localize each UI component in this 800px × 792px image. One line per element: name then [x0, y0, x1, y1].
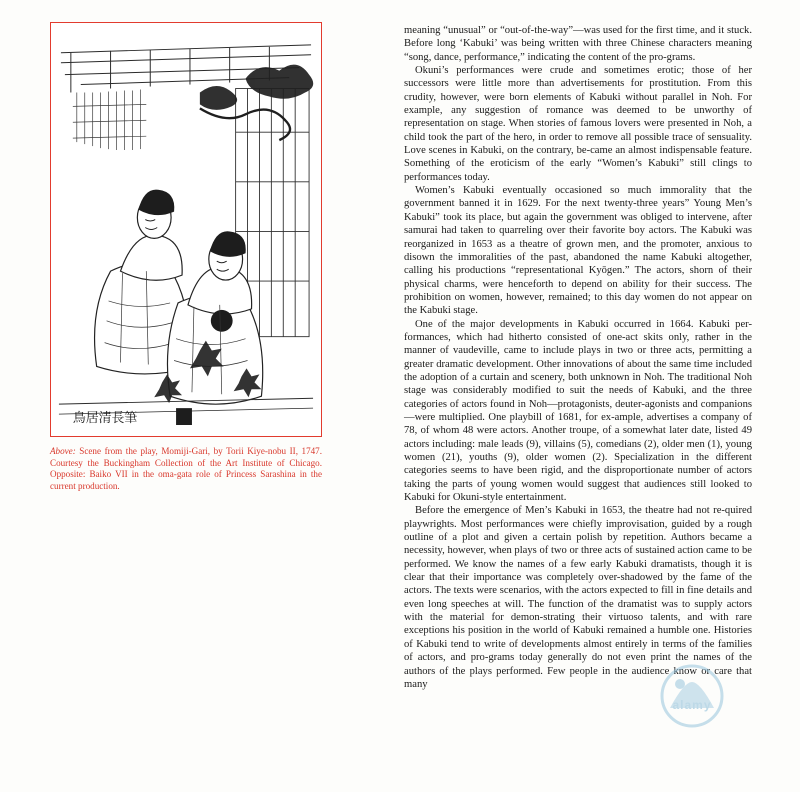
paragraph: Before the emergence of Men’s Kabuki in 1653, the theatre had not re-quired playwrights. Most performances were chiefly improvisation, guided by a rough outline of a plot and given a certain polish by repetition. Authors became a necessity, however, when plays of two or three acts of sustained action came to be performed. We know the names of a few early Kabuki dramatists, though it is clear that their importance was completely over-shadowed by the fame of the actors. The texts were scenarios, with the actors expected to fill in fine details and even long speeches at will. The function of the dramatist was to supply actors with the material for demon-strating their virtuoso talents, and with rare exceptions his position in the world of Kabuki remained a humble one. Histories of Kabuki tend to write of developments almost entirely in terms of the families of actors, and pro-grams today generally do not even print the names of the authors of the plays performed. Few people in the audience know or care that many: [404, 505, 752, 690]
paragraph: One of the major developments in Kabuki occurred in 1664. Kabuki per-formances, which had hitherto consisted of one-act skits only, rather in the manner of vaudeville, came to include plays in two or three acts, permitting a greater dramatic development. Other innovations of about the same time included the adoption of a curtain and scenery, both unknown in Noh. The traditional Noh stage was considerably modified to suit the needs of Kabuki, and the three categories of actors found in Noh—protagonists, deuter-agonists and companions—were multiplied. One playbill of 1681, for ex-ample, advertises a company of 78, of whom 48 were actors. Another troupe, of a somewhat later date, listed 49 actors including: male leads (9), villains (5), comedians (2), older men (1), young women (21), youths (9), older women (2). Specialization in the different categories seems to have been rigid, and the disproportionate number of actors taking the parts of young women would suggest that audiences still looked to Kabuki for Okuni-style entertainment.: [404, 318, 752, 504]
caption-text: Scene from the play, Momiji-Gari, by Torii Kiye‑nobu II, 1747. Courtesy the Buckingham Collection of the Art Institute of Chicago. Opposite: Baiko VII in the oma‑gata role of Princess Sarashina in the current production.: [50, 446, 322, 491]
illustration-frame: [50, 22, 322, 437]
svg-text:鳥居清長筆: 鳥居清長筆: [72, 411, 138, 427]
paragraph: Women’s Kabuki eventually occasioned so much immorality that the government banned it in 1629. For the next twenty-three years” Young Men’s Kabuki” took its place, but again the government was obliged to intervene, after samurai had taken to quarreling over their favorite boy actors. The Kabuki was reorganized in 1653 as a theatre of grown men, and the promoter, anxious to disown the immoralities of the past, abandoned the name Kabuki altogether, calling his productions “representational Kyōgen.” The actors, shorn of their physical charms, were henceforth to depend on ability for their success. The prohibition on women, however, remained; to this day women do not appear on the Kabuki stage.: [404, 185, 752, 317]
illustration-column: [50, 22, 330, 492]
watermark-label: alamy: [672, 698, 712, 712]
body-text-column: [404, 24, 752, 691]
paragraph: meaning “unusual” or “out-of-the-way”—was used for the first time, and it stuck. Before long ‘Kabuki’ was being written with three Chinese characters meaning “song, dance, performance,” indicating the content of the pro-grams.: [404, 25, 752, 63]
ukiyoe-print-artwork: [51, 23, 321, 435]
paragraph: Okuni’s performances were crude and sometimes erotic; those of her successors were little more than advertisements for prostitution. From this crudity, however, were born elements of Kabuki without parallel in Noh. For example, any suggestion of romance was deemed to be unworthy of representation on stage. When stories of famous lovers were presented in Noh, a child took the part of the hero, in order to remove all possible trace of sensuality. Love scenes in Kabuki, on the contrary, be-came an almost indispensable feature. Something of the eroticism of the early “Women’s Kabuki” still clings to performances today.: [404, 65, 752, 183]
caption-lead: Above:: [50, 446, 76, 456]
figure-caption: [50, 446, 322, 492]
